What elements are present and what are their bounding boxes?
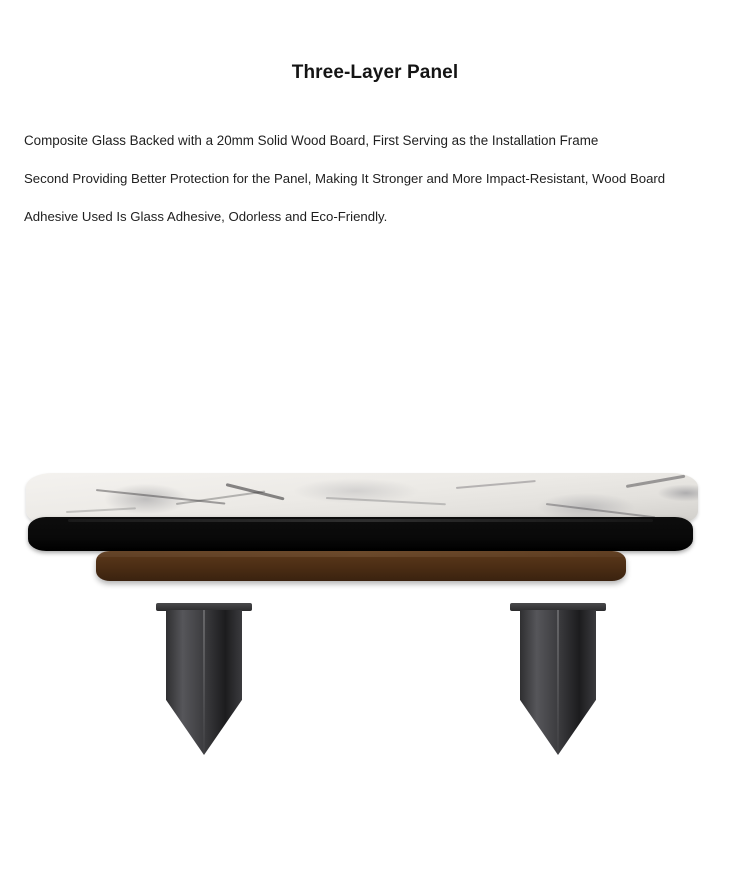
solid-wood-board-layer: [96, 551, 626, 581]
description-block: [24, 131, 724, 245]
product-illustration: [0, 455, 750, 785]
stone-vein: [226, 483, 285, 500]
leg-highlight-edge: [203, 610, 205, 755]
description-line-3: Adhesive Used Is Glass Adhesive, Odorless and Eco-Friendly.: [24, 209, 388, 224]
stone-vein: [626, 475, 686, 488]
stone-vein: [326, 497, 446, 505]
stone-vein: [96, 489, 225, 505]
stone-vein: [66, 507, 136, 512]
page-title: Three-Layer Panel: [291, 62, 459, 83]
description-line-2: Second Providing Better Protection for the Panel, Making It Stronger and More Impact-Resistant, Wood Board: [24, 171, 666, 186]
leg-highlight-edge: [557, 610, 559, 755]
table-leg-right: [510, 603, 606, 755]
black-glass-layer: [28, 517, 693, 551]
table-leg-left: [156, 603, 252, 755]
description-line-1: Composite Glass Backed with a 20mm Solid Wood Board, First Serving as the Installation Frame: [24, 133, 599, 148]
stone-vein: [456, 480, 536, 489]
